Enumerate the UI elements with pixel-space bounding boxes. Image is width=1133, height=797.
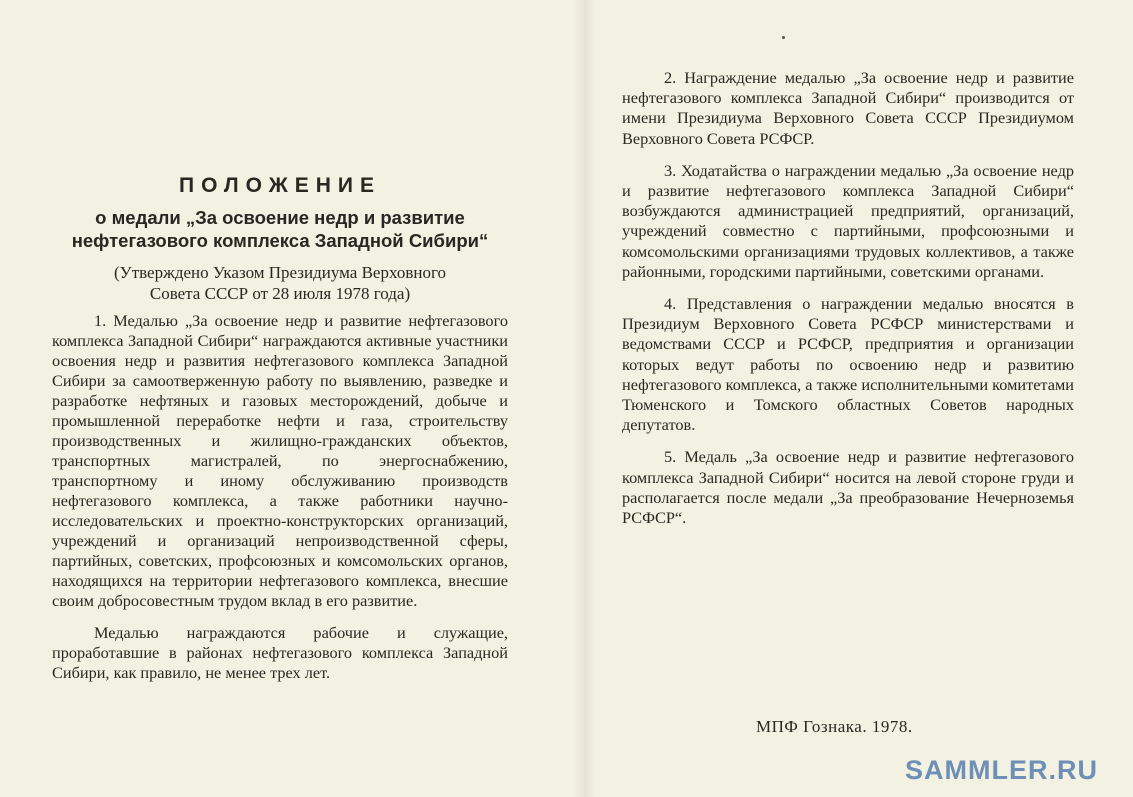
- paragraph-3: 3. Ходатайства о награждении медалью „За освоение недр и развитие нефтегазового комплекса Западной Сибири“ возбуждаются администрацией предприятий, организаций, учреждений совместно с партийными, профсоюзными и комсомольскими организациями трудовых коллективов, а также районными, городскими партийными, советскими органами.: [622, 160, 1074, 281]
- site-watermark: SAMMLER.RU: [905, 755, 1098, 785]
- paragraph-5: 5. Медаль „За освоение недр и развитие нефтегазового комплекса Западной Сибири“ носится на левой стороне груди и располагается после медали „За преобразование Нечерноземья РСФСР“.: [622, 447, 1074, 528]
- paragraph-4: 4. Представления о награждении медалью вносятся в Президиум Верховного Совета РСФСР министерствами и ведомствами СССР и РСФСР, предприятия и организации которых ведут работы по освоению недр и развитию нефтегазового комплекса, а также исполнительными комитетами Тюменского и Томского областных Советов народных депутатов.: [622, 294, 1074, 435]
- paragraph-2: 2. Награждение медалью „За освоение недр и развитие нефтегазового комплекса Западной Сибири“ производится от имени Президиума Верховного Совета СССР Президиумом Верховного Совета РСФСР.: [622, 68, 1074, 148]
- approval-note: [52, 262, 508, 304]
- paragraph-1-continued: Медалью награждаются рабочие и служащие, проработавшие в районах нефтегазового комплекса Западной Сибири, как правило, не менее трех лет.: [52, 623, 508, 682]
- paragraph-1: 1. Медалью „За освоение недр и развитие нефтегазового комплекса Западной Сибири“ награждаются активные участники освоения недр и развития нефтегазового комплекса Западной Сибири за самоотверженную работу по выявлению, разведке и разработке нефтяных и газовых месторождений, добыче и промышленной переработке нефти и газа, строительству производственных и жилищно-гражданских объектов, транспортных магистралей, по энергоснабжению, транспортному и иному обслуживанию производств нефтегазового комплекса, а также работники научно-исследовательских и проектно-конструкторских организаций, учреждений и организаций непроизводственной сферы, партийных, советских, профсоюзных и комсомольских органов, находящихся на территории нефтегазового комплекса, внесшие своим добросовестным трудом вклад в его развитие.: [52, 311, 508, 610]
- page-fold: [574, 0, 596, 797]
- ink-speck: [782, 36, 785, 39]
- approval-line-2: Совета СССР от 28 июля 1978 года): [149, 284, 411, 303]
- document-title: ПОЛОЖЕНИЕ: [179, 174, 381, 197]
- subtitle-line-1: о медали „За освоение недр и развитие: [95, 207, 465, 228]
- left-page: [52, 174, 508, 695]
- subtitle-line-2: нефтегазового комплекса Западной Сибири“: [71, 230, 489, 251]
- document-subtitle: [52, 206, 508, 252]
- right-page: [622, 68, 1074, 540]
- approval-line-1: (Утверждено Указом Президиума Верховного: [114, 263, 446, 282]
- printer-imprint: МПФ Гознака. 1978.: [756, 717, 913, 736]
